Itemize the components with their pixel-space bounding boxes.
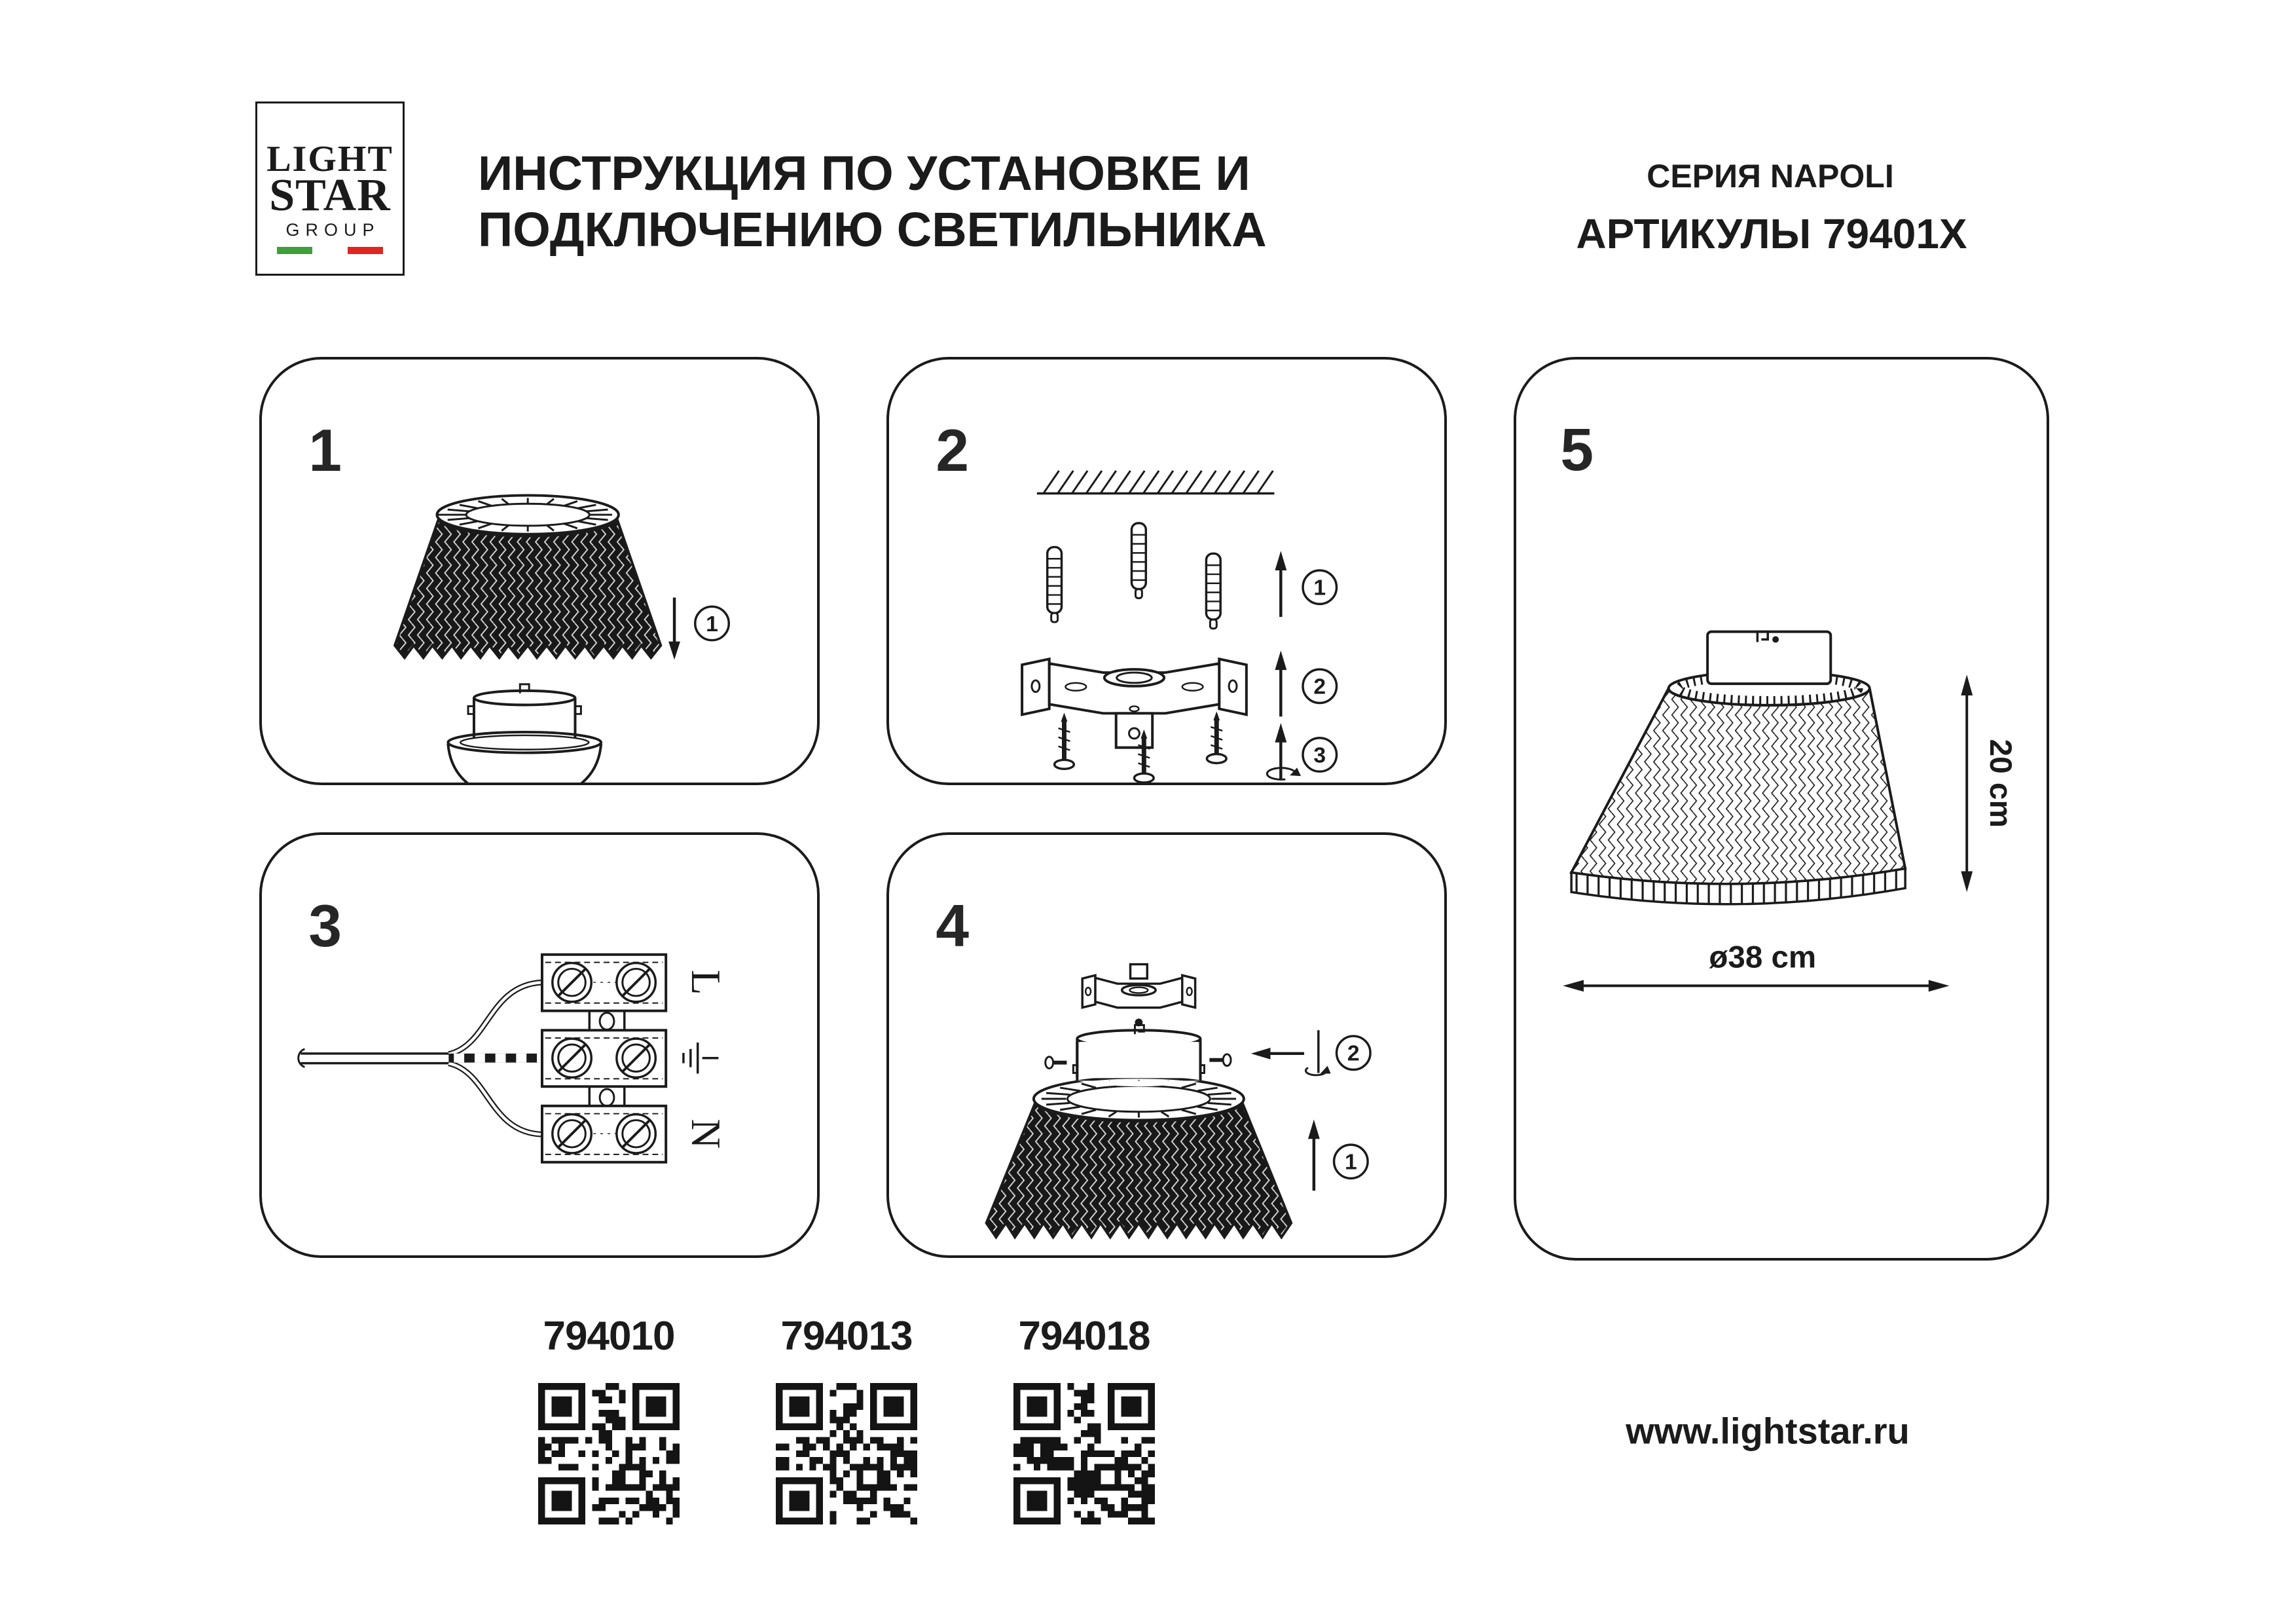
logo-word-light: LIGHT — [266, 139, 393, 179]
callout-1-label: 1 — [1344, 1150, 1357, 1175]
panel-step-4 — [886, 832, 1447, 1258]
panel-step-2 — [886, 357, 1447, 785]
screw-rotate-arrow-icon — [1267, 723, 1301, 779]
lamp-body-illustration — [1046, 1025, 1231, 1086]
rotate-left-arrow-icon — [1251, 1030, 1331, 1075]
up-arrow-icon — [1308, 1120, 1320, 1191]
down-arrowhead-icon — [668, 642, 680, 660]
lamp-base-illustration — [448, 684, 601, 783]
step1-drawing — [262, 360, 817, 783]
diameter-dimension-label: ø38 cm — [1709, 940, 1817, 975]
article-code: 794013 — [780, 1314, 913, 1359]
qr-code-794013 — [776, 1383, 917, 1524]
logo-word-group: GROUP — [285, 220, 380, 240]
ceiling-hatch-illustration — [1037, 471, 1275, 494]
callout-1-label: 1 — [1313, 576, 1326, 600]
page-title — [478, 145, 1267, 258]
title-line1: ИНСТРУКЦИЯ ПО УСТАНОВКЕ И — [478, 146, 1250, 200]
callout-1-label: 1 — [706, 612, 718, 637]
qr-code-794010 — [538, 1383, 680, 1524]
panel-step-5-dimensions — [1514, 357, 2049, 1261]
height-dimension — [1961, 674, 2017, 892]
callout-3-label: 3 — [1313, 743, 1326, 768]
lampshade-illustration — [987, 1077, 1292, 1237]
step-number: 3 — [308, 893, 342, 959]
step-number: 5 — [1560, 416, 1594, 484]
articles-label: АРТИКУЛЫ 79401X — [1576, 210, 1967, 257]
step-number: 4 — [936, 893, 970, 959]
bracket-illustration — [1082, 965, 1195, 1027]
up-arrow-1-icon — [1275, 551, 1286, 617]
step4-drawing — [889, 835, 1444, 1255]
logo-word-star: STAR — [269, 170, 391, 221]
qr-code-794018 — [1013, 1383, 1155, 1524]
callout-2-label: 2 — [1347, 1041, 1360, 1066]
website-url: www.lightstar.ru — [1626, 1410, 1910, 1452]
title-line2: ПОДКЛЮЧЕНИЮ СВЕТИЛЬНИКА — [478, 202, 1267, 257]
step3-wiring-drawing — [262, 835, 817, 1255]
article-code: 794010 — [543, 1314, 675, 1359]
panel-step-3 — [259, 832, 820, 1258]
earth-ground-icon — [683, 1043, 718, 1073]
article-code: 794018 — [1018, 1314, 1150, 1359]
italy-flag-stripe — [277, 247, 383, 254]
diameter-dimension — [1563, 940, 1949, 992]
flag-red — [348, 247, 383, 254]
step-number: 2 — [936, 418, 970, 484]
wall-plugs-illustration — [1048, 523, 1221, 629]
lightstar-logo — [255, 101, 405, 276]
flag-green — [277, 247, 312, 254]
lamp-side-view-illustration — [1571, 632, 1905, 904]
height-dimension-label: 20 cm — [1982, 739, 2018, 828]
flag-white — [312, 247, 348, 254]
terminal-blocks-illustration — [542, 955, 666, 1162]
terminal-label-neutral: N — [683, 1118, 729, 1149]
terminal-label-live: L — [683, 969, 729, 995]
panel-step-1 — [259, 357, 820, 785]
cable-illustration — [299, 982, 542, 1134]
step5-dimension-drawing — [1516, 360, 2047, 1258]
lampshade-illustration — [395, 495, 661, 657]
step-number: 1 — [308, 418, 342, 484]
series-label: СЕРИЯ NAPOLI — [1647, 158, 1894, 194]
step2-drawing — [889, 360, 1444, 783]
up-arrow-2-icon — [1275, 650, 1286, 716]
callout-2-label: 2 — [1313, 674, 1326, 699]
mounting-bracket-illustration — [1022, 659, 1247, 747]
